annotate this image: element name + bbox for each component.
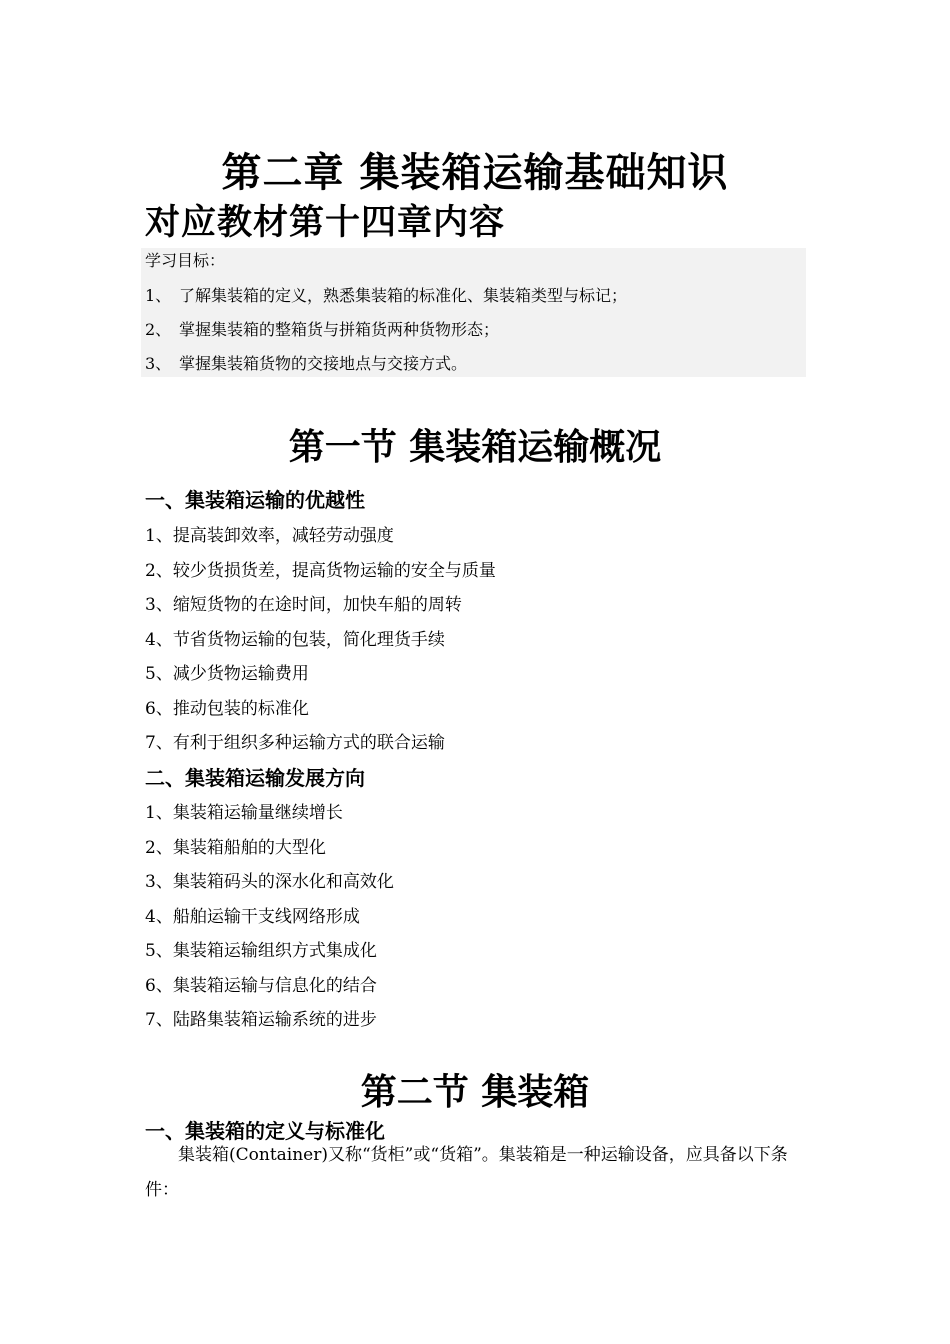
objectives-label: 学习目标： [145, 251, 226, 270]
list-item: 3、集装箱码头的深水化和高效化 [145, 872, 394, 892]
list-item: 7、有利于组织多种运输方式的联合运输 [145, 733, 445, 753]
section-2-part-1-heading: 一、集装箱的定义与标准化 [145, 1119, 385, 1143]
objective-number: 1、 [145, 286, 172, 305]
list-item: 6、集装箱运输与信息化的结合 [145, 976, 377, 996]
section-2-title: 第二节 集装箱 [360, 1071, 590, 1113]
list-item: 1、提高装卸效率，减轻劳动强度 [145, 526, 394, 546]
learning-objectives-box [141, 248, 806, 377]
objective-number: 2、 [145, 320, 172, 339]
objective-text: 了解集装箱的定义，熟悉集装箱的标准化、集装箱类型与标记； [179, 286, 628, 305]
list-item: 5、集装箱运输组织方式集成化 [145, 941, 377, 961]
list-item: 2、较少货损货差，提高货物运输的安全与质量 [145, 561, 496, 581]
list-item: 4、船舶运输干支线网络形成 [145, 907, 360, 927]
chapter-title: 第二章 集装箱运输基础知识 [221, 149, 729, 196]
list-item: 6、推动包装的标准化 [145, 699, 309, 719]
list-item: 1、集装箱运输量继续增长 [145, 803, 343, 823]
section-1-part-2-heading: 二、集装箱运输发展方向 [145, 766, 365, 790]
definition-paragraph: 集装箱(Container)又称“货柜”或“货箱”。集装箱是一种运输设备，应具备以下条件： [145, 1145, 788, 1200]
objective-text: 掌握集装箱货物的交接地点与交接方式。 [179, 354, 468, 373]
objective-item [145, 285, 627, 307]
objective-item [145, 353, 467, 375]
section-1-part-1-heading: 一、集装箱运输的优越性 [145, 488, 365, 512]
section-1-title: 第一节 集装箱运输概况 [288, 426, 662, 468]
objective-item [145, 319, 499, 341]
list-item: 7、陆路集装箱运输系统的进步 [145, 1010, 377, 1030]
list-item: 2、集装箱船舶的大型化 [145, 838, 326, 858]
list-item: 4、节省货物运输的包装，简化理货手续 [145, 630, 445, 650]
chapter-subtitle: 对应教材第十四章内容 [145, 202, 506, 243]
list-item: 5、减少货物运输费用 [145, 664, 309, 684]
objective-text: 掌握集装箱的整箱货与拼箱货两种货物形态； [179, 320, 500, 339]
objective-number: 3、 [145, 354, 172, 373]
list-item: 3、缩短货物的在途时间，加快车船的周转 [145, 595, 462, 615]
